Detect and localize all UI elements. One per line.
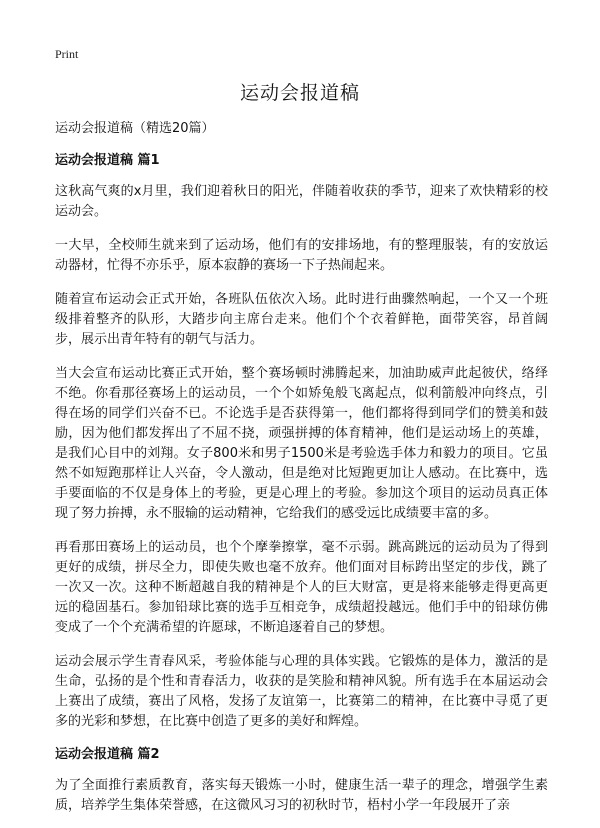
- paragraph: 再看那田赛场上的运动员，也个个摩拳擦掌，毫不示弱。跳高跳远的运动员为了得到更好的成绩，拼尽全力，即使失败也毫不放弃。他们面对目标跨出坚定的步伐，跳了一次又一次。这种不断超越自我的精神是个人的巨大财富，更是将来能够走得更高更远的稳固基石。参加铅球比赛的选手互相竞争，成绩超投越远。他们手中的铅球仿佛变成了一个个充满希望的许愿球，不断追逐着自己的梦想。: [55, 540, 548, 635]
- article-body: [55, 120, 548, 828]
- paragraph: 运动会展示学生青春风采，考验体能与心理的具体实践。它锻炼的是体力，激活的是生命，弘扬的是个性和青春活力，收获的是笑脸和精神风貌。所有选手在本届运动会上赛出了成绩，赛出了风格，发扬了友谊第一，比赛第二的精神，在比赛中寻觅了更多的光彩和梦想，在比赛中创造了更多的美好和辉煌。: [55, 654, 548, 729]
- page-title: 运动会报道稿: [239, 82, 360, 104]
- article-subtitle: 运动会报道稿（精选20篇）: [55, 121, 215, 136]
- paragraph: 当大会宣布运动比赛正式开始，整个赛场顿时沸腾起来，加油助威声此起彼伏，络绎不绝。你看那径赛场上的运动员，一个个如矫兔般飞离起点，似利箭般冲向终点，引得在场的同学们兴奋不已。不论选手是否获得第一，他们都将得到同学们的赞美和鼓励，因为他们都发挥出了不屈不挠，顽强拼搏的体育精神，他们是运动场上的英雄，是我们心目中的刘翔。女子800米和男子1500米是考验选手体力和毅力的项目。它虽然不如短跑那样让人兴奋，令人激动，但是绝对比短跑更加让人感动。在比赛中，选手要面临的不仅是身体上的考验，更是心理上的考验。参加这个项目的运动员真正体现了努力拚搏，永不服输的运动精神，它给我们的感受远比成绩要丰富的多。: [55, 366, 548, 521]
- paragraph: 为了全面推行素质教育，落实每天锻炼一小时，健康生活一辈子的理念，增强学生素质，培养学生集体荣誉感，在这微风习习的初秋时节，梧村小学一年段展开了亲: [55, 778, 548, 813]
- paragraph: 一大早，全校师生就来到了运动场，他们有的安排场地，有的整理服装，有的安放运动器材，忙得不亦乐乎，原本寂静的赛场一下子热闹起来。: [55, 238, 548, 273]
- section-1: [55, 152, 548, 732]
- section-heading: 运动会报道稿 篇2: [55, 747, 160, 762]
- paragraph: 随着宣布运动会正式开始，各班队伍依次入场。此时进行曲骤然响起，一个又一个班级排着整齐的队形，大踏步向主席台走来。他们个个衣着鲜艳，面带笑容，昂首阔步，展示出青年特有的朝气与活力。: [55, 292, 548, 347]
- section-2: [55, 746, 548, 816]
- paragraph: 这秋高气爽的x月里，我们迎着秋日的阳光，伴随着收获的季节，迎来了欢快精彩的校运动会。: [55, 184, 548, 219]
- print-link[interactable]: Print: [55, 47, 79, 61]
- section-heading: 运动会报道稿 篇1: [55, 153, 160, 168]
